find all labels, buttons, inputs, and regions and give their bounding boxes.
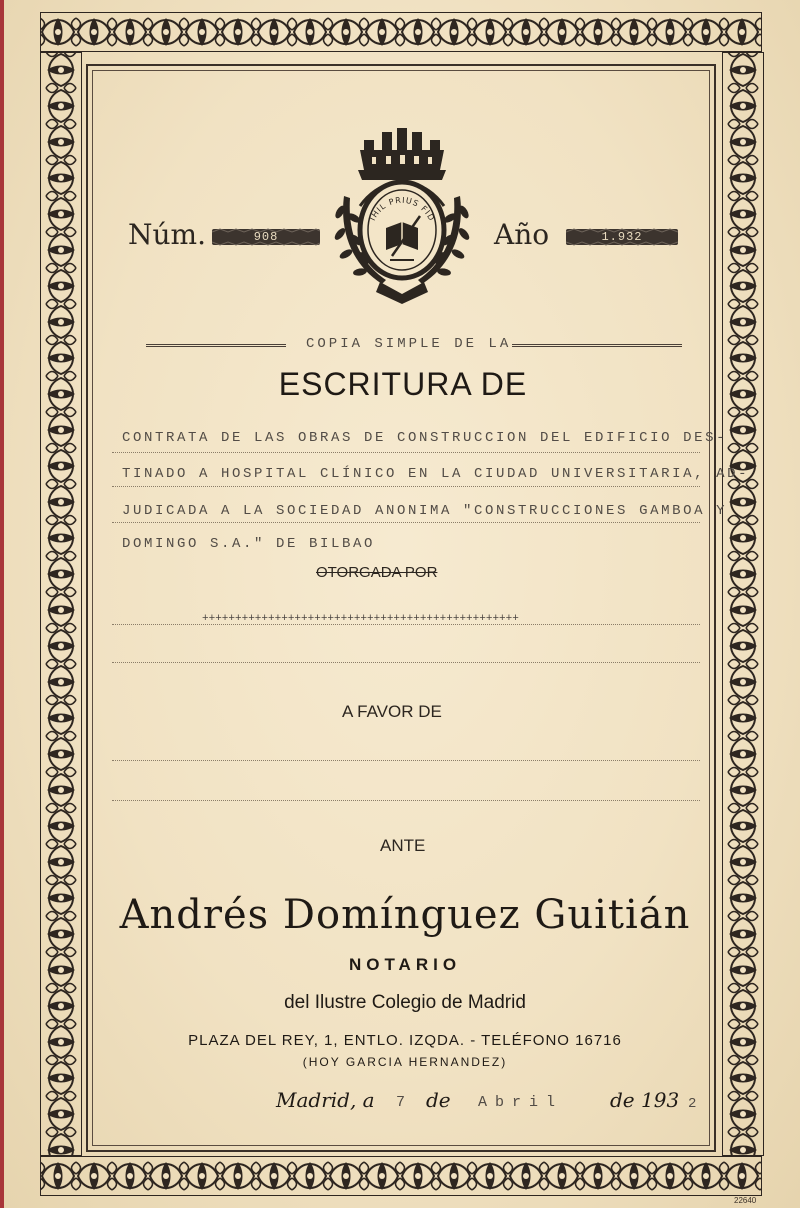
- body-line-1: CONTRATA DE LAS OBRAS DE CONSTRUCCION DEL EDIFICIO DES-: [122, 430, 728, 446]
- notary-address: PLAZA DEL REY, 1, ENTLO. IZQDA. - TELÉFONO 16716: [188, 1032, 622, 1049]
- ano-value: 1.932: [601, 230, 643, 244]
- num-stamp: [212, 226, 320, 248]
- body-line-4: DOMINGO S.A." DE BILBAO: [122, 536, 376, 552]
- dateline-day: 7: [396, 1094, 409, 1111]
- crest-motto: IHIL PRIUS FID: [367, 195, 437, 223]
- printer-mark: 22640: [734, 1196, 757, 1205]
- ano-label: Año: [494, 218, 550, 251]
- body-line-3: JUDICADA A LA SOCIEDAD ANONIMA "CONSTRUCCIONES GAMBOA Y: [122, 503, 728, 519]
- binding-spine: [0, 0, 4, 1208]
- ante-label: ANTE: [380, 836, 426, 855]
- dotted-line-1: [112, 452, 700, 453]
- ano-stamp: [566, 226, 678, 248]
- copia-rule-left: [146, 344, 286, 347]
- notary-address-note: (HOY GARCIA HERNANDEZ): [302, 1055, 508, 1069]
- num-value: 908: [253, 230, 279, 244]
- dotted-line-5: [112, 662, 700, 663]
- ornamental-border-right: [722, 52, 764, 1156]
- dateline-city: Madrid, a: [276, 1088, 375, 1112]
- dotted-line-3: [112, 522, 700, 523]
- deed-title: ESCRITURA DE: [278, 366, 528, 402]
- dotted-line-6: [112, 760, 700, 761]
- dotted-line-2: [112, 486, 700, 487]
- body-line-2: TINADO A HOSPITAL CLÍNICO EN LA CIUDAD UNIVERSITARIA, AD-: [122, 466, 750, 482]
- dotted-line-7: [112, 800, 700, 801]
- ornamental-border-top: [40, 12, 762, 52]
- otorgada-label: OTORGADA POR: [316, 564, 438, 581]
- ornamental-border-left: [40, 52, 82, 1156]
- crest-icon: [330, 126, 474, 306]
- ornamental-border-bottom: [40, 1156, 762, 1196]
- notary-name: Andrés Domínguez Guitián: [119, 892, 691, 938]
- copia-rule-right: [512, 344, 682, 347]
- dateline-year-prefix: de 193: [610, 1088, 680, 1112]
- crossed-out-line: ++++++++++++++++++++++++++++++++++++++++++++++++: [202, 613, 519, 625]
- num-label: Núm.: [128, 218, 206, 251]
- dateline-de: de: [426, 1088, 451, 1112]
- notary-title: NOTARIO: [348, 955, 462, 974]
- dateline-month: Abril: [478, 1094, 564, 1111]
- copia-line: COPIA SIMPLE DE LA: [306, 336, 512, 352]
- dateline-year-digit: 2: [688, 1096, 700, 1112]
- favor-label: A FAVOR DE: [342, 702, 442, 721]
- notarial-crest: [330, 126, 474, 306]
- notary-college: del Ilustre Colegio de Madrid: [284, 992, 526, 1013]
